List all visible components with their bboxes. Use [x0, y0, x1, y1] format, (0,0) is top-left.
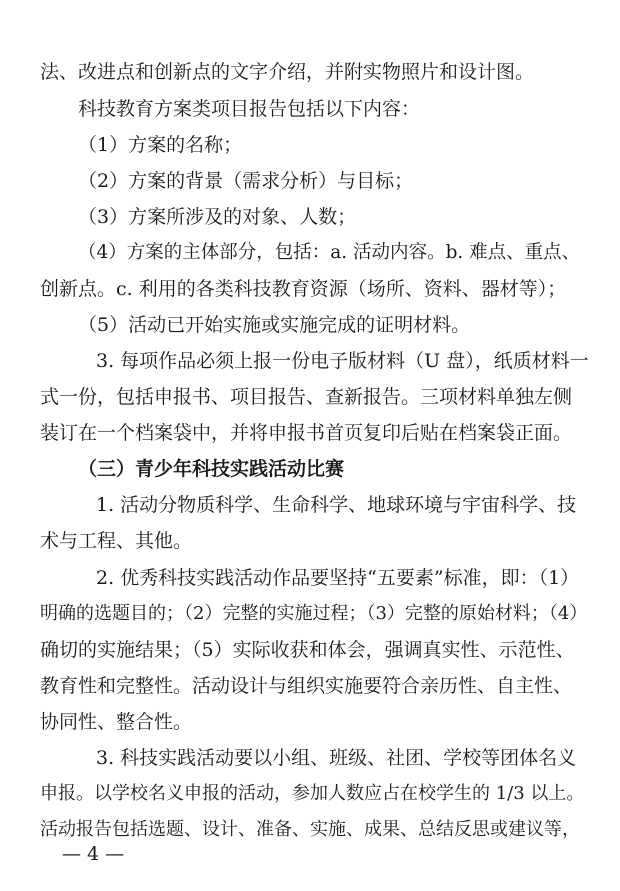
text-line: 1. 活动分物质科学、生命科学、地球环境与宇宙科学、技: [96, 494, 577, 516]
page-number: — 4 —: [62, 843, 125, 865]
text-line: 装订在一个档案袋中，并将申报书首页复印后贴在档案袋正面。: [40, 422, 573, 444]
text-line: 3. 每项作品必须上报一份电子版材料（U 盘），纸质材料一: [96, 350, 589, 372]
section-heading: （三）青少年科技实践活动比赛: [78, 458, 345, 480]
text-line: 明确的选题目的；（2）完整的实施过程；（3）完整的原始材料；（4）: [40, 603, 588, 624]
text-line: （4）方案的主体部分，包括：a. 活动内容。b. 难点、重点、: [78, 242, 581, 263]
text-line: 确切的实施结果；（5）实际收获和体会，强调真实性、示范性、: [40, 639, 575, 661]
text-line: 法、改进点和创新点的文字介绍，并附实物照片和设计图。: [40, 61, 535, 83]
text-line: 活动报告包括选题、设计、准备、实施、成果、总结反思或建议等，: [40, 819, 580, 840]
text-line: 式一份，包括申报书、项目报告、查新报告。三项材料单独左侧: [40, 386, 573, 408]
text-line: 科技教育方案类项目报告包括以下内容：: [78, 98, 421, 120]
text-line: （2）方案的背景（需求分析）与目标；: [78, 170, 414, 192]
text-line: 教育性和完整性。活动设计与组织实施要符合亲历性、自主性、: [40, 675, 573, 697]
text-line: 术与工程、其他。: [40, 530, 193, 552]
text-line: 创新点。c. 利用的各类科技教育资源（场所、资料、器材等）；: [40, 278, 567, 300]
text-line: 申报。以学校名义申报的活动，参加人数应占在校学生的 1/3 以上。: [40, 783, 585, 804]
text-line: 协同性、整合性。: [40, 711, 193, 733]
text-line: （1）方案的名称；: [78, 134, 243, 156]
text-line: 2. 优秀科技实践活动作品要坚持“五要素”标准，即：（1）: [96, 567, 580, 589]
text-line: （3）方案所涉及的对象、人数；: [78, 206, 357, 228]
text-line: （5）活动已开始实施或实施完成的证明材料。: [78, 314, 471, 336]
text-line: 3. 科技实践活动要以小组、班级、社团、学校等团体名义: [96, 747, 577, 769]
